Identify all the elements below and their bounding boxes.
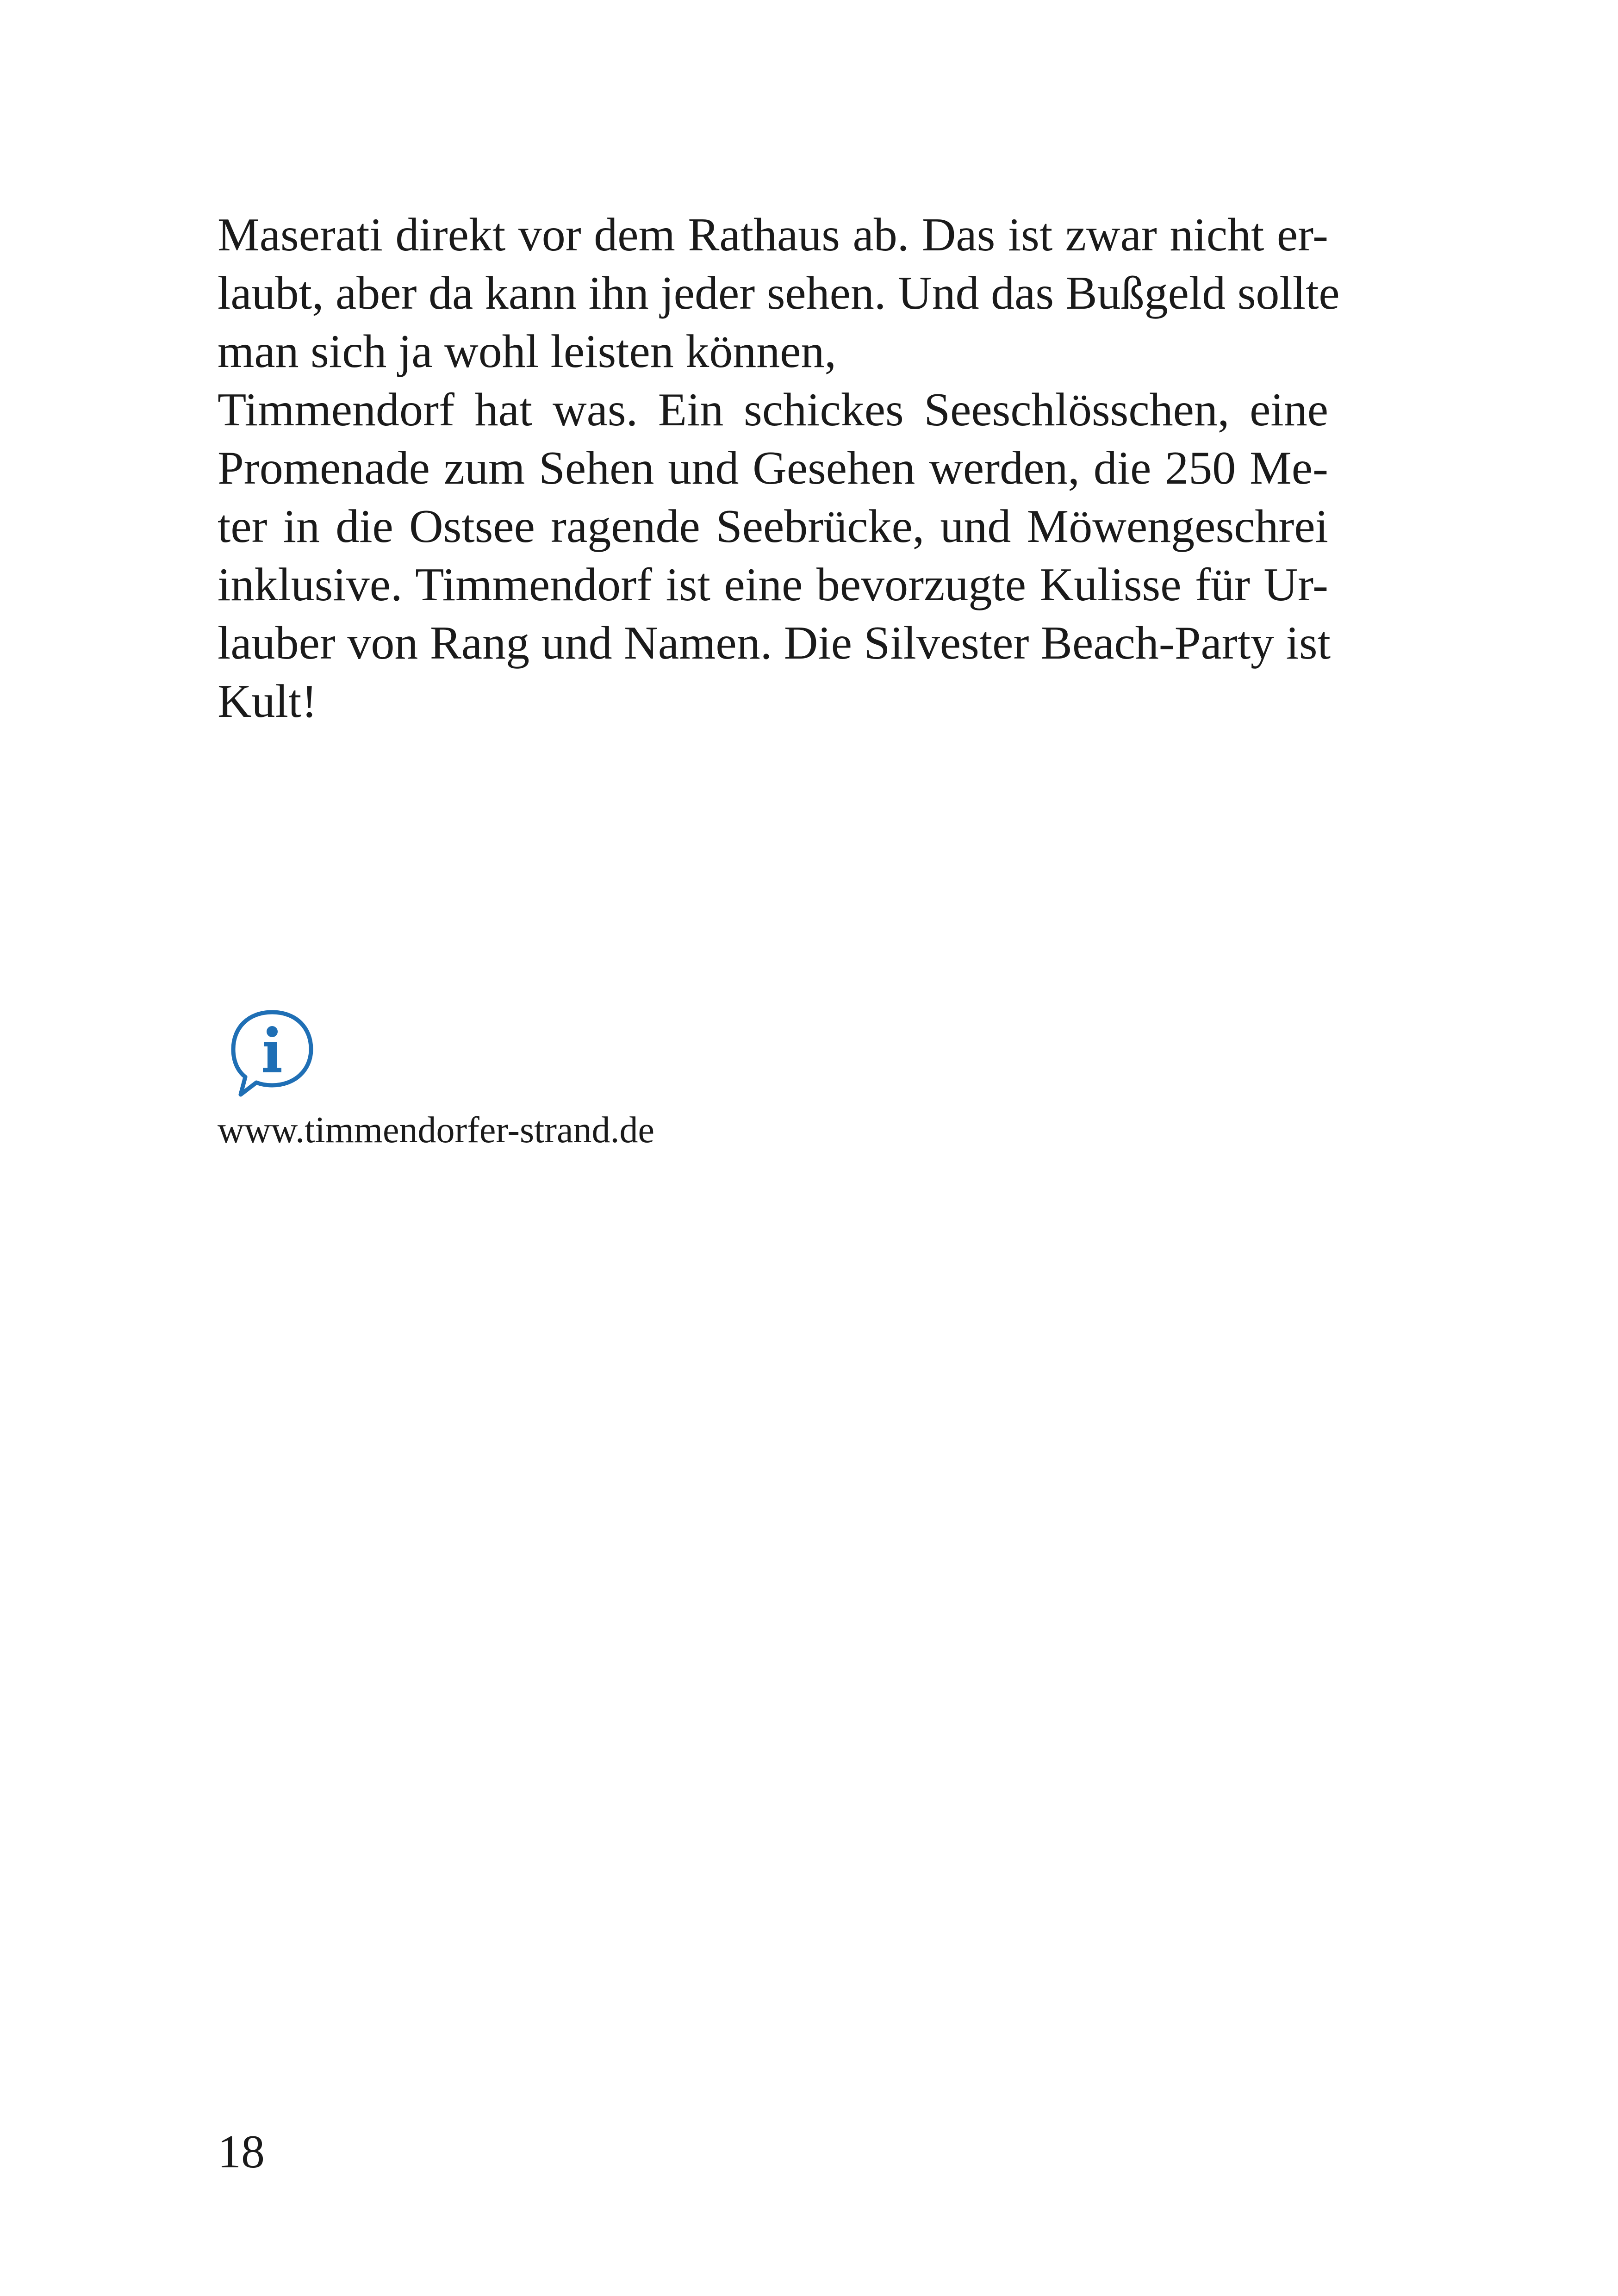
info-speech-bubble-icon <box>226 1007 318 1099</box>
text-line: Kult! <box>218 675 317 728</box>
website-url: www.timmendorfer-strand.de <box>218 1110 655 1151</box>
text-line: lauber von Rang und Namen. Die Silvester Beach-Party ist <box>218 617 1331 669</box>
text-line: Timmendorf hat was. Ein schickes Seeschlösschen, eine <box>218 384 1328 436</box>
text-line: Promenade zum Sehen und Gesehen werden, die 250 Me- <box>218 442 1328 494</box>
text-line: laubt, aber da kann ihn jeder sehen. Und das Bußgeld sollte <box>218 267 1340 319</box>
text-line: ter in die Ostsee ragende Seebrücke, und Möwengeschrei <box>218 500 1328 553</box>
text-line: man sich ja wohl leisten können, <box>218 325 837 378</box>
body-text <box>218 206 1340 731</box>
text-line: Maserati direkt vor dem Rathaus ab. Das ist zwar nicht er- <box>218 209 1328 261</box>
text-line: inklusive. Timmendorf ist eine bevorzugte Kulisse für Ur- <box>218 559 1328 611</box>
page-number: 18 <box>218 2126 265 2178</box>
